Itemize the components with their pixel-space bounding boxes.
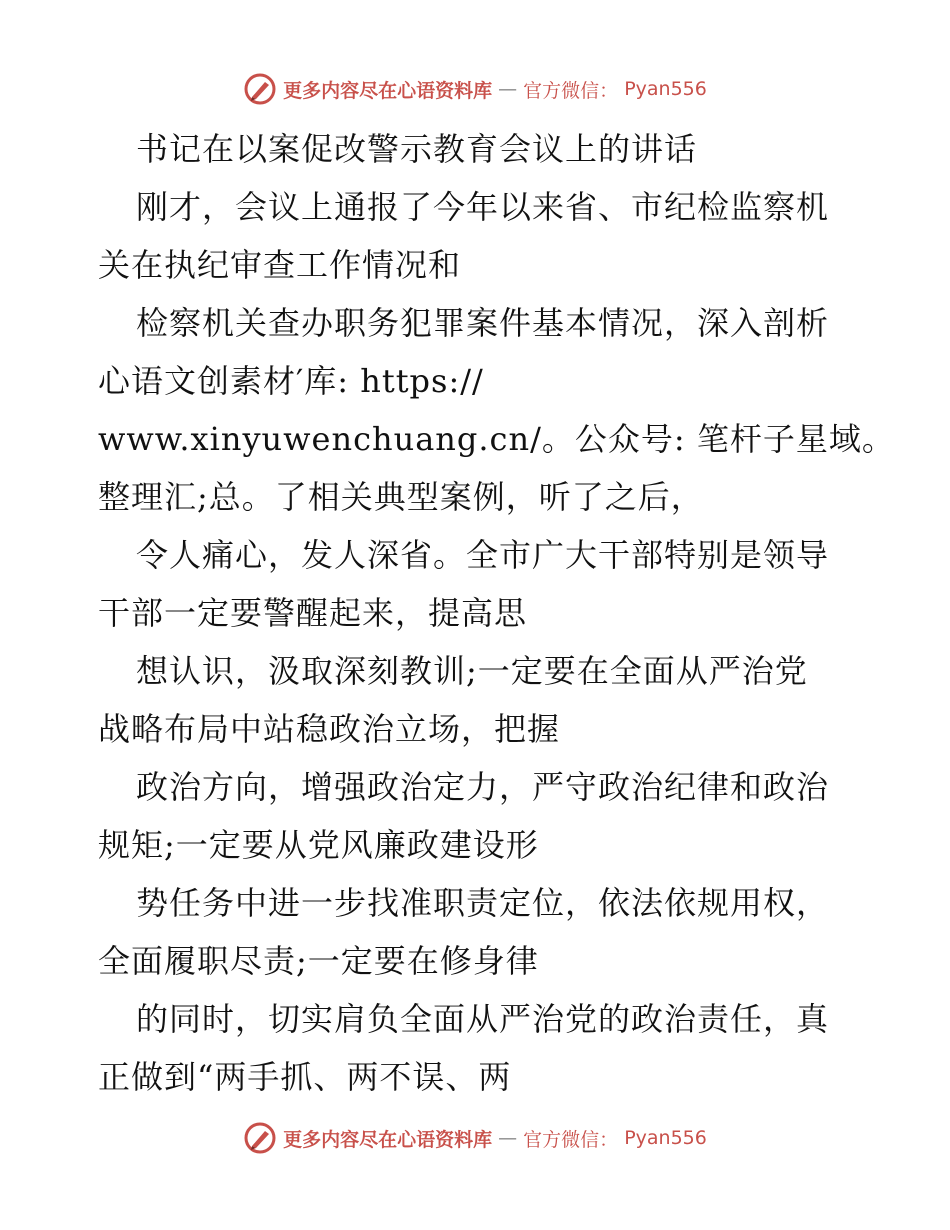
document-line: 干部一定要警醒起来，提高思	[98, 594, 528, 632]
banner-lead-text: 更多内容尽在心语资料库	[283, 1128, 493, 1151]
footer-banner	[0, 1121, 950, 1155]
banner-separator: —	[498, 1127, 518, 1149]
document-line: 正做到“两手抓、两不误、两	[98, 1058, 512, 1096]
pen-circle-logo-icon	[243, 72, 277, 106]
document-line: 令人痛心，发人深省。全市广大干部特别是领导	[136, 536, 830, 574]
banner-wechat-label: 官方微信：	[523, 79, 619, 102]
document-line: 战略布局中站稳政治立场，把握	[98, 710, 561, 748]
document-line: 关在执纪审查工作情况和	[98, 246, 462, 284]
document-line: 政治方向，增强政治定力，严守政治纪律和政治	[136, 768, 830, 806]
banner-wechat-handle: Pyan556	[624, 1127, 707, 1149]
banner-separator: —	[498, 78, 518, 100]
document-line: 的同时，切实肩负全面从严治党的政治责任，真	[136, 1000, 830, 1038]
document-line: 整理汇;总。了相关典型案例，听了之后，	[98, 478, 704, 516]
document-line: 刚才，会议上通报了今年以来省、市纪检监察机	[136, 188, 830, 226]
document-line: 规矩;一定要从党风廉政建设形	[98, 826, 539, 864]
document-line: 势任务中进一步找准职责定位，依法依规用权，	[136, 884, 830, 922]
banner-wechat-handle: Pyan556	[624, 78, 707, 100]
banner-wechat-label: 官方微信：	[523, 1128, 619, 1151]
header-banner	[0, 72, 950, 106]
document-title: 书记在以案促改警示教育会议上的讲话	[136, 130, 698, 168]
document-line: www.xinyuwenchuang.cn/。公众号: 笔杆子星域。	[98, 420, 895, 458]
document-line: 检察机关查办职务犯罪案件基本情况，深入剖析	[136, 304, 830, 342]
document-line: 全面履职尽责;一定要在修身律	[98, 942, 539, 980]
document-line: 想认识，汲取深刻教训;一定要在全面从严治党	[136, 652, 808, 690]
document-body	[98, 120, 895, 1106]
document-line: 心语文创素材′库: https://	[98, 362, 484, 400]
pen-circle-logo-icon	[243, 1121, 277, 1155]
banner-lead-text: 更多内容尽在心语资料库	[283, 79, 493, 102]
